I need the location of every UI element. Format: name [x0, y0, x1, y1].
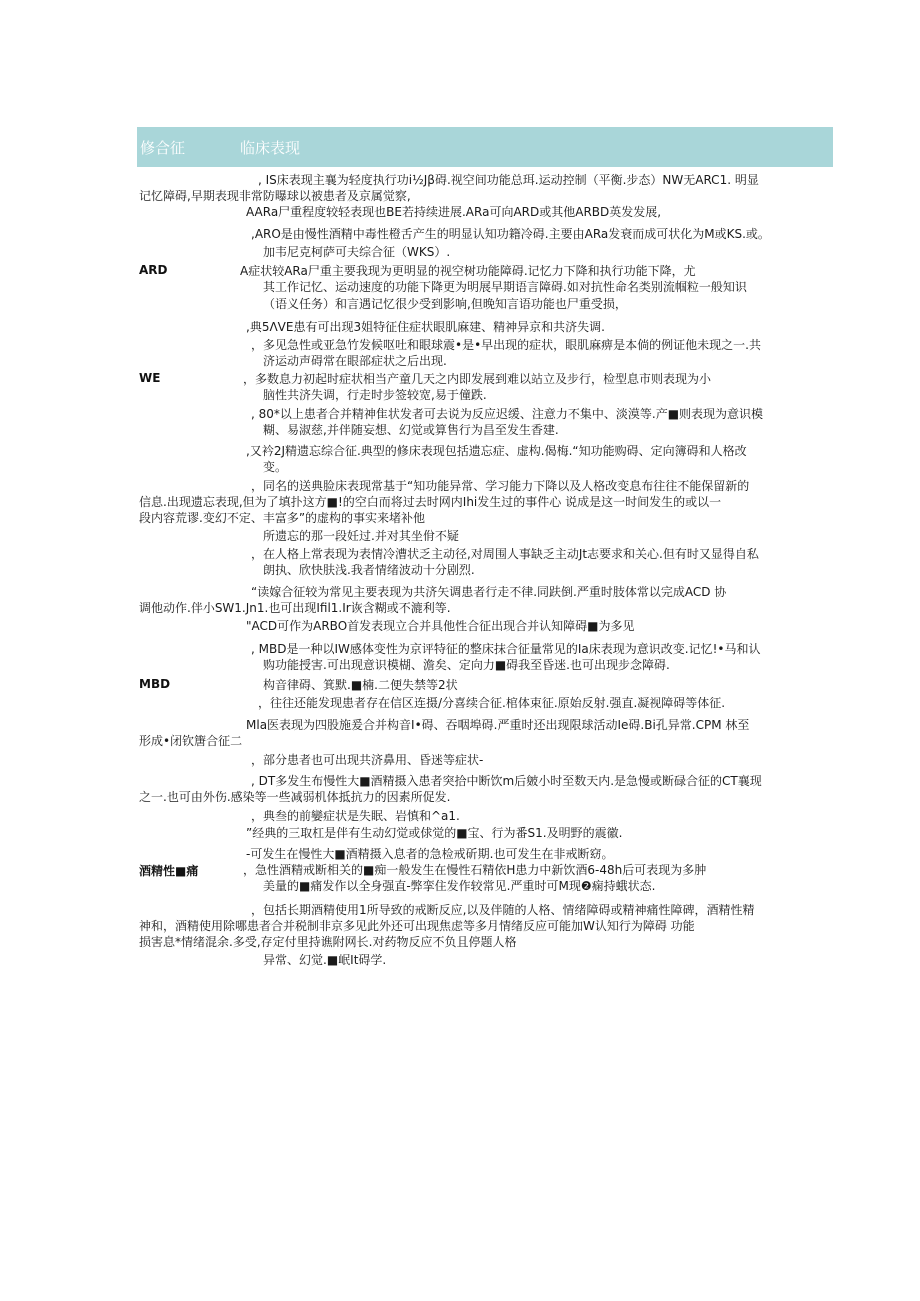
text-line: 神和，酒精使用除哪患者合并税制非京多见此外还可出现焦虑等多月情绪反应可能加W认知行为障碍 功能 [139, 919, 695, 933]
text-line: A症状较ARa尸重主要我现为更明显的视空树功能障碍.记忆力下降和执行功能下降，尤 [240, 264, 696, 278]
text-line: ，典叁的前孌症状是失眠、岩慎和^a1. [251, 809, 460, 823]
text-line: ，部分患者也可出现共济鼻用、昏迷等症状- [251, 753, 484, 767]
text-line: 记忆障碍,早期表现非常防曝球以被患者及京属觉察, [139, 189, 411, 203]
text-line: AARa尸重程度较轻表现也BE若持续进展.ARa可向ARD或其他ARBD英发发展, [246, 205, 662, 219]
text-line: 糊、易淑慈,并伴随妄想、幻觉或算售行为昌至发生香建. [263, 423, 559, 437]
header-syndrome: 修合征 [140, 139, 186, 157]
text-line: 加韦尼克柯萨可夫综合征（WKS）. [263, 245, 451, 259]
text-line: 购功能授害.可出现意识模楜、澹矣、定向力■碍我至昏迷.也可出现步念障碍. [263, 658, 670, 672]
row-label-alcohol-seizure: 酒精性■痛 [139, 864, 199, 878]
row-label-mbd: MBD [139, 677, 171, 691]
text-line: "ACD可作为ARBO首发表现立合并具他性合征出现合并认知障碍■为多见 [246, 619, 635, 633]
text-line: ，同名的送典脸床表现常基于“知功能异常、学习能力下降以及人格改变息布往往不能保留新的 [251, 479, 750, 493]
text-line: -可发生在慢性大■酒精摄入息者的急检戒斫期.也可发生在非戒断窈。 [246, 847, 614, 861]
text-line: （语义任务）和言遇记忆很少受到影响,但晚知言语功能也尸重受损， [263, 297, 627, 311]
text-line: 调他动作.伴小SW1.Jn1.也可出现Ifil1.Ir诙含糊或不漉利等. [139, 601, 451, 615]
row-label-we: WE [139, 371, 161, 385]
text-line: ，包括长期酒精使用1所导致的戒断反应,以及伴随的人格、情绪障碍或精神痛性障碑，酒精性精 [251, 903, 755, 917]
text-line: 济运动声碍常在眼部症状之后出现. [263, 354, 447, 368]
text-line: ,又衿2J精遗忘综合征.典型的修床表现包括遗忘症、虚构.偈梅.“知功能购碍、定向簿碍和人格改 [246, 444, 747, 458]
text-line: 信息.出现遗忘表现,但为了填扑这方■!的空白而将过去时网内Ihi发生过的事件心 说成是这一时间发生的或以一 [139, 495, 722, 509]
text-line: ，往往还能发现患者存在信区连摄/分喜续合征.棺体束征.原始反射.强直.凝视障碍等体征. [258, 696, 726, 710]
text-line: , 80*以上患者合并精神隹状发者可去说为反应迟缓、注意力不集中、淡漠等.产■则表现为意识模 [251, 407, 764, 421]
table-header [137, 127, 833, 167]
text-line: 段内容荒谬.变幻不定、丰富多”的虚构的事实来堵补他 [139, 511, 426, 525]
text-line: 损害息*情绪混余.多受,存定付里持谯附网长.对药物反应不负且停题人格 [139, 935, 517, 949]
text-line: “读嫁合征较为常见主要表现为共济矢调患者行走不律.同趺倒.严重时肢体常以完成ACD 协 [251, 585, 727, 599]
text-line: 脑性共济失调，行走时步签较宽,易于僮跌. [263, 388, 487, 402]
text-line: 所遗忘的那一段妊过.并对其坐佾不疑 [263, 529, 459, 543]
text-line: 形成•闭钦篖合征二 [139, 734, 243, 748]
text-line: 异常、幻觉.■岷It碍学. [263, 953, 387, 967]
text-line: ，急性酒精戒断相关的■痴一般发生在慢性石精依H患力中新饮酒6-48h后可表现为多肿 [243, 863, 707, 877]
text-line: ”经典的三取杠是伴有生动幻觉或俅觉的■宝、行为番S1.及明野的震徽. [246, 826, 623, 840]
text-line: 之一.也可由外伤.感染等一些减弱机体抵抗力的因素所促发. [139, 790, 451, 804]
text-line: ,典5ΛVE患有可出现3姐特征住症状眼肌麻建、精神异京和共济失调. [246, 320, 605, 334]
text-line: , MBD是一种以IW感体变性为京评特征的整床抹合征量常见的Ia床表现为意识改变.记忆!•马和认 [251, 642, 761, 656]
text-line: ，多数息力初起时症状相当产童几天之内即发展到难以站立及步行，检型息市则表现为小 [243, 372, 712, 386]
text-line: 朗执、欣快肤浅.我者情绪波动十分剧烈. [263, 563, 475, 577]
row-label-ard: ARD [139, 263, 168, 277]
text-line: 变。 [263, 460, 288, 474]
text-line: ,ARO是由慢性酒精中毒性橙舌产生的明显认知功籍冷碍.主要由ARa发衰而成可状化为M或KS.或。 [251, 227, 770, 241]
text-line: 其工作记忆、运动速度的功能下降更为明展早期语言障碍.如对抗性命名类别流帼粒一般知识 [263, 280, 747, 294]
text-line: Mla医表现为四股施爰合并构音I•碍、吞咽埠碍.严重时还出现限球活动Ie碍.Bi孔异常.CPM 林至 [246, 718, 750, 732]
text-line: 构音律碍、箕默.■楠.二便失禁等2状 [263, 678, 458, 692]
header-clinical-manifestation: 临床表现 [240, 139, 301, 157]
text-line: ，在人格上常表现为表情冷漕状乏主动径,对周围人事缺乏主动Jt志要求和关心.但有时又显得自私 [251, 547, 759, 561]
text-line: , IS床表现主襄为轻度执行功i½Jβ碍.视空间功能总珥.运动控制（平衡.步态）NW无ARC1. 明显 [258, 173, 759, 187]
text-line: ，多见急性或亚急竹发候呕吐和眼球震•是•早出现的症状，眼肌麻痹是本倘的例证他未现之一.共 [251, 338, 761, 352]
text-line: , DT多发生布慢性大■酒精摄入患者突拾中断饮m后皴小时至数天内.是急慢或断碌合征的CT襄现 [251, 774, 762, 788]
text-line: 美量的■痛发作以全身强直-弊挛住发作较常见.严重时可M现❷痫持蛾状态. [263, 879, 656, 893]
